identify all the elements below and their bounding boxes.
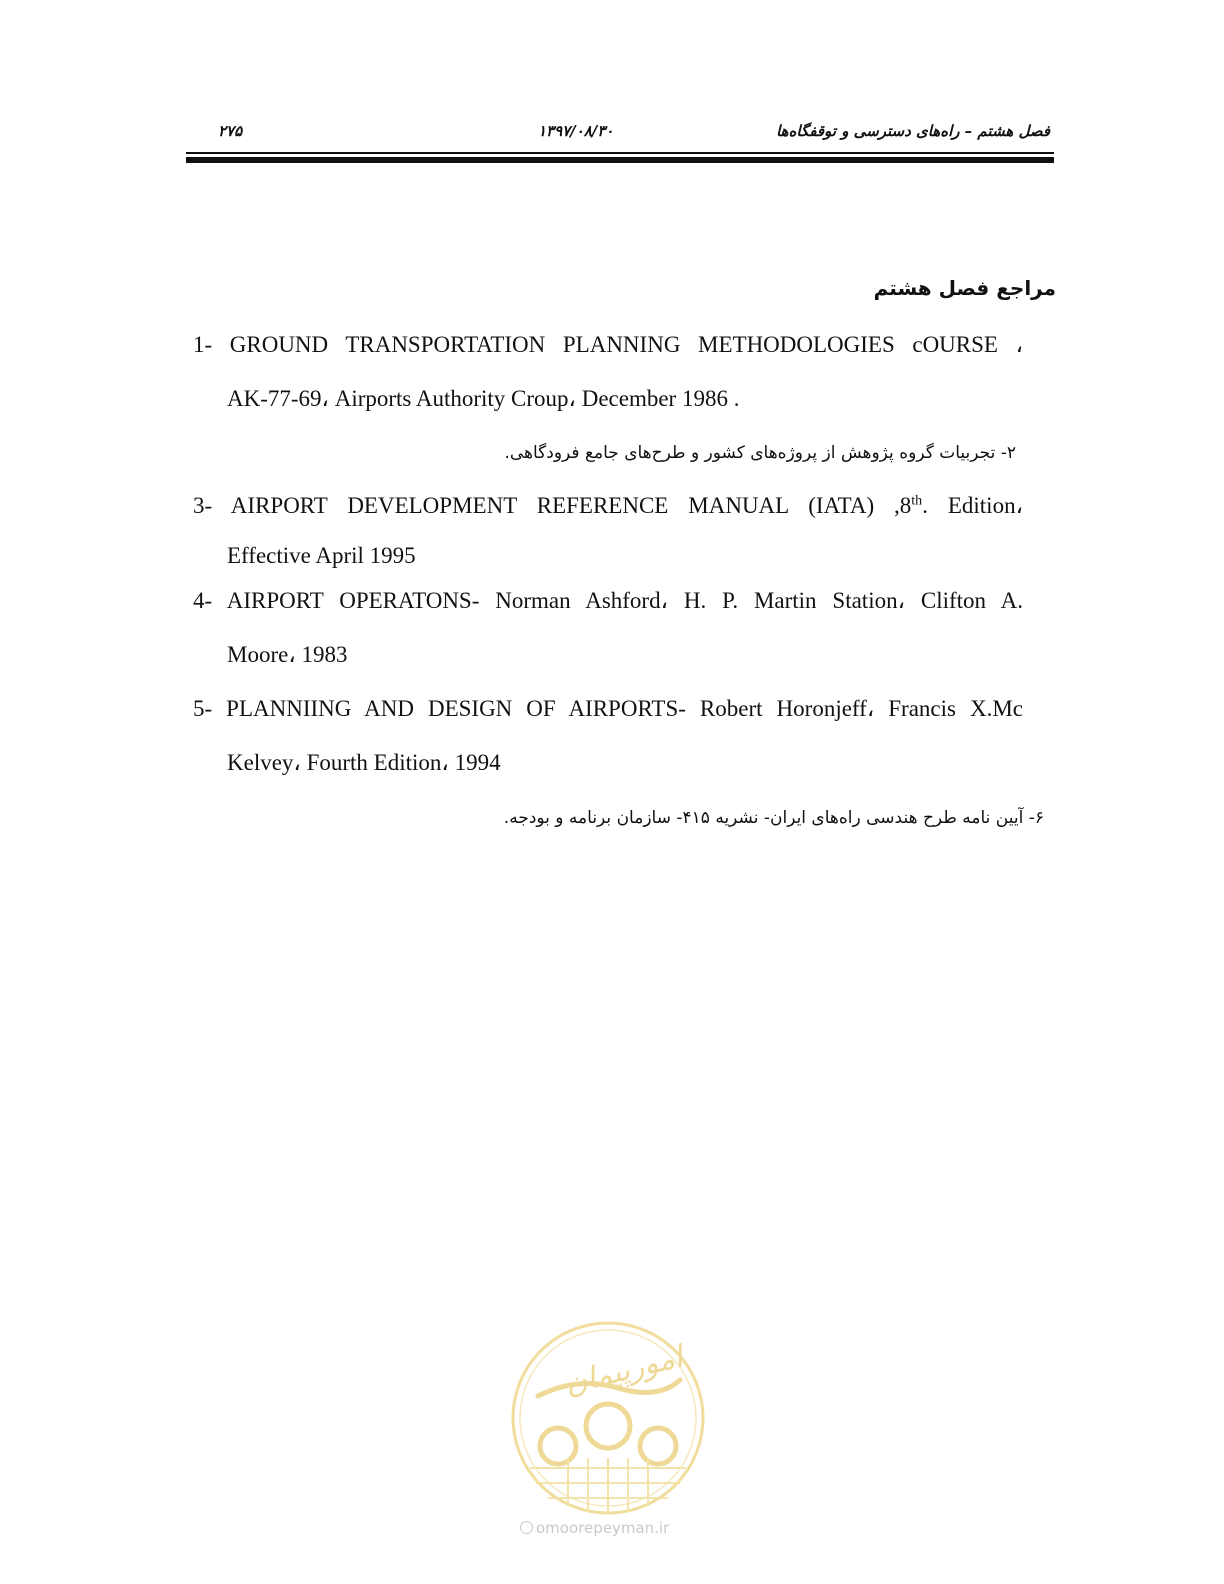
chapter-title: فصل هشتم – راه‌های دسترسی و توقفگاه‌ها [776,122,1050,140]
watermark-website [520,1519,700,1537]
reference-5 [193,682,1023,790]
watermark-website-text: omoorepeyman.ir [536,1519,670,1537]
watermark-logo [508,1318,708,1518]
ordinal-suffix: th [911,493,923,509]
reference-5-line-1: 5- PLANNIING AND DESIGN OF AIRPORTS- Robert Horonjeff، Francis X.Mc [193,696,1023,721]
reference-4 [193,574,1023,682]
header-date: ۱۳۹۷/۰۸/۳۰ [538,122,614,140]
reference-1-line-1: 1- GROUND TRANSPORTATION PLANNING METHODOLOGIES cOURSE ، [193,332,1023,357]
reference-1 [193,318,1023,426]
reference-5-line-2: Kelvey، Fourth Edition، 1994 [227,750,501,775]
reference-3-text: 3- AIRPORT DEVELOPMENT REFERENCE MANUAL (IATA) ,8 [193,493,912,518]
header-rule-thin [186,152,1054,154]
reference-6: ۶- آیین نامه طرح هندسی راه‌های ایران- نشریه ۴۱۵- سازمان برنامه و بودجه. [503,808,1044,828]
reference-3-edition: . Edition، [922,493,1023,518]
reference-1-line-2: AK-77-69، Airports Authority Croup، December 1986 . [227,386,740,411]
watermark-logo-text: امورپیمان [561,1339,687,1403]
section-heading: مراجع فصل هشتم [873,276,1056,300]
reference-4-line-1: 4- AIRPORT OPERATONS- Norman Ashford، H. P. Martin Station، Clifton A. [193,588,1023,613]
page-number: ۲۷۵ [218,122,243,140]
header-rule-thick [186,157,1054,163]
reference-3-line-1 [193,479,1023,533]
reference-4-line-2: Moore، 1983 [227,642,348,667]
reference-3 [193,479,1023,579]
globe-icon [520,1521,533,1534]
reference-2: ۲- تجربیات گروه پژوهش از پروژه‌های کشور و طرح‌های جامع فرودگاهی. [504,443,1016,463]
reference-3-line-2: Effective April 1995 [227,543,416,568]
